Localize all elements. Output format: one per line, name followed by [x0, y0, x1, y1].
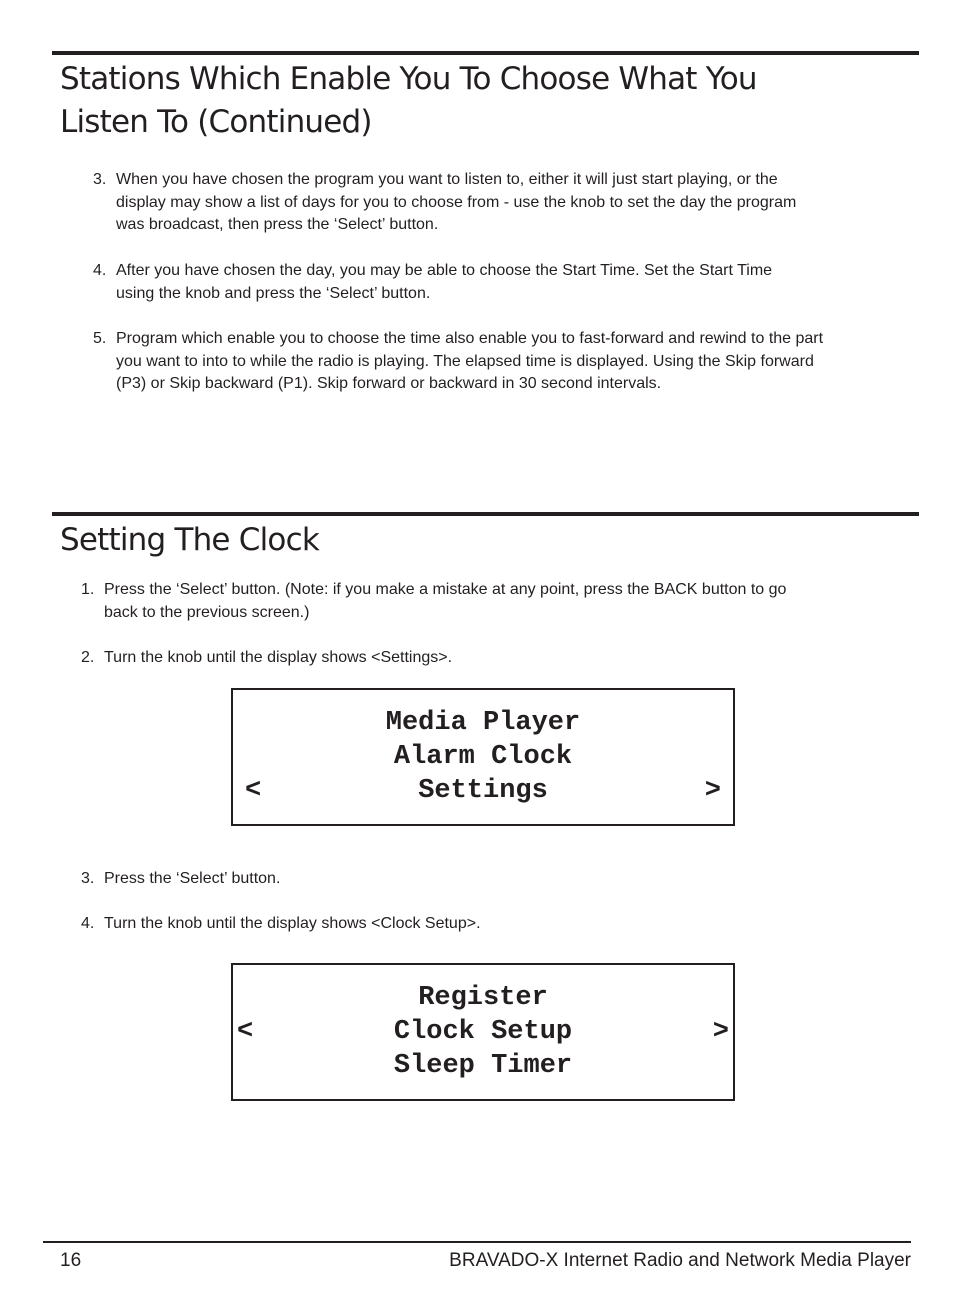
footer-product-name: BRAVADO-X Internet Radio and Network Media Player [449, 1250, 911, 1271]
right-arrow-icon: > [712, 1017, 729, 1047]
list-item [81, 579, 801, 624]
list-item-number: 3. [93, 171, 107, 188]
right-arrow-icon: > [704, 776, 721, 806]
section-title-clock: Setting The Clock [60, 522, 319, 558]
left-arrow-icon: < [237, 1017, 254, 1047]
list-item-number: 1. [81, 581, 95, 598]
section-divider-clock [52, 512, 919, 516]
list-item [81, 647, 801, 670]
lcd-line-1: Media Player [385, 708, 581, 738]
lcd-line-2-selected: Clock Setup [393, 1017, 573, 1047]
section-divider-top [52, 51, 919, 55]
list-item-number: 4. [81, 915, 95, 932]
lcd-line-2: Alarm Clock [393, 742, 573, 772]
section-title-line-2: Listen To (Continued) [60, 104, 372, 140]
list-item [81, 913, 801, 936]
footer-divider [43, 1241, 911, 1243]
list-item-text: Press the ‘Select’ button. [104, 870, 281, 887]
section-title-line-1: Stations Which Enable You To Choose What You [60, 61, 757, 97]
lcd-line-1: Register [418, 983, 548, 1013]
lcd-line-3: Sleep Timer [393, 1051, 573, 1081]
list-item-text: Turn the knob until the display shows <Clock Setup>. [104, 915, 481, 932]
lcd-line-3-selected: Settings [418, 776, 548, 806]
list-item-number: 4. [93, 262, 107, 279]
list-item [81, 868, 801, 891]
lcd-display-settings [231, 688, 735, 826]
list-item-number: 5. [93, 330, 107, 347]
page-number: 16 [60, 1250, 82, 1271]
list-item-number: 3. [81, 870, 95, 887]
left-arrow-icon: < [245, 776, 262, 806]
list-item-text: After you have chosen the day, you may be able to choose the Start Time. Set the Start Time using the knob and press the ‘Select’ button. [116, 262, 773, 302]
list-item [93, 169, 813, 237]
list-item-number: 2. [81, 649, 95, 666]
list-item [93, 260, 813, 305]
section-title-stations [60, 58, 920, 144]
list-item-text: When you have chosen the program you want to listen to, either it will just start playing, or the display may show a list of days for you to choose from - use the knob to set the day the program was broadcast, then press the ‘Select’ button. [116, 171, 797, 233]
list-item [93, 328, 828, 396]
list-item-text: Press the ‘Select’ button. (Note: if you make a mistake at any point, press the BACK button to go back to the previous screen.) [104, 581, 787, 621]
list-item-text: Turn the knob until the display shows <Settings>. [104, 649, 453, 666]
list-item-text: Program which enable you to choose the time also enable you to fast-forward and rewind to the part you want to into to while the radio is playing. The elapsed time is displayed. Using the Skip forward (P3) or Skip backward (P1). Skip forward or backward in 30 second intervals. [116, 330, 824, 392]
lcd-display-clock-setup [231, 963, 735, 1101]
